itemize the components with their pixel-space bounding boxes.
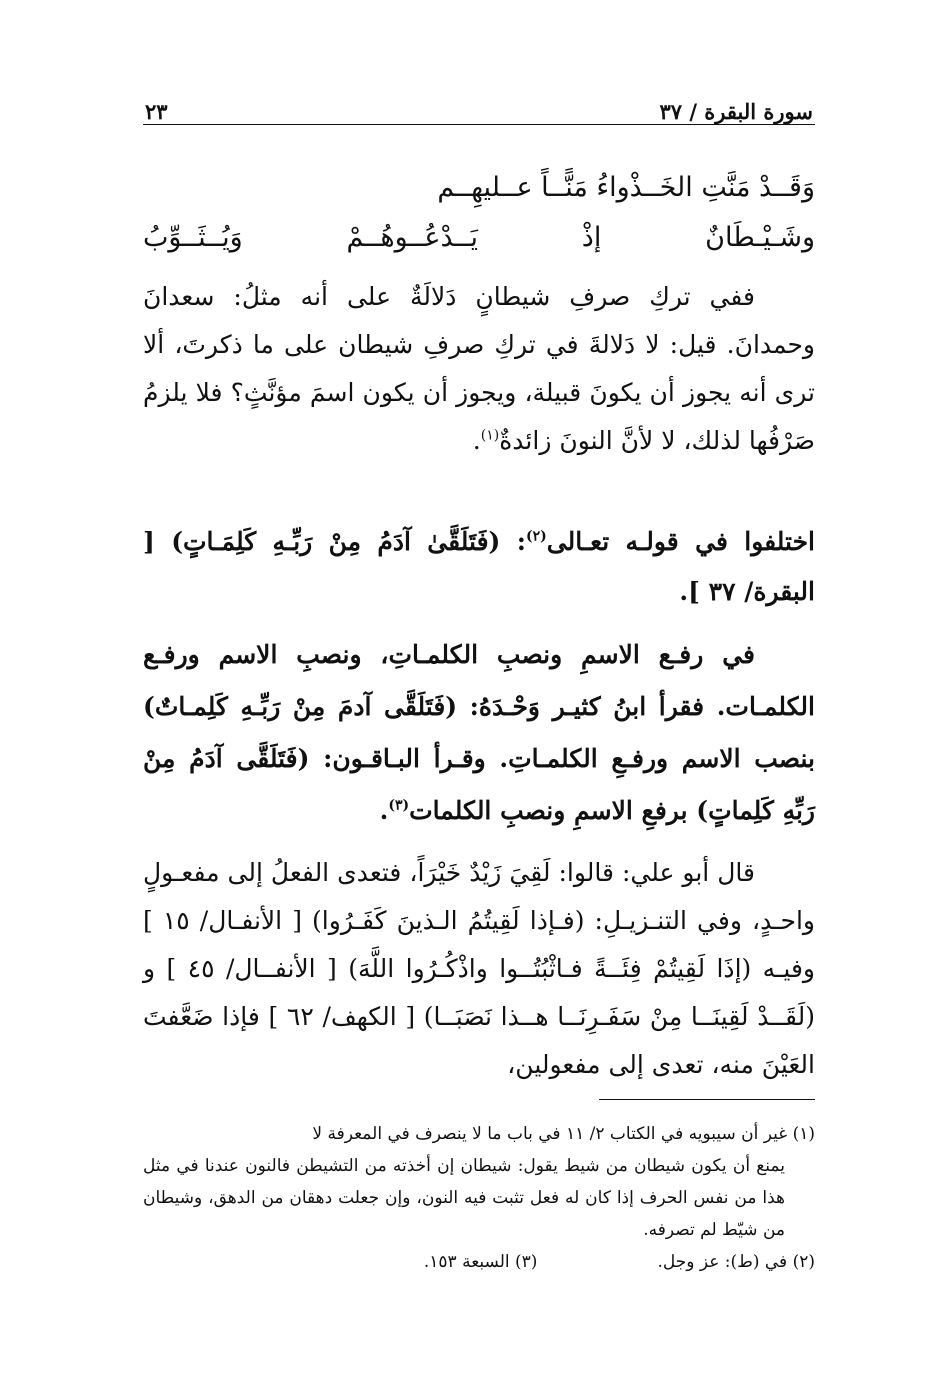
poem-line-1: وَقَــدْ مَنَّتِ الخَــذْواءُ مَنًّــاً عــليهِــم (437, 172, 815, 203)
footnote-ref-3[interactable]: (٣) (388, 797, 410, 814)
footnote-ref-1[interactable]: (١) (480, 427, 500, 444)
poem-line-2: وشَـيْـطَانٌ إذْ يَــدْعُــوهُــمْ وَيُــثَــوِّبُ (143, 222, 815, 253)
paragraph-3: قال أبو علي: قالوا: لَقِيَ زَيْدٌ خَيْرَاً، فتعدى الفعلُ إلى مفعـولٍ واحـدٍ، وفي التنـزيـلِ: (فـإذا لَقِيتُمُ الـذينَ كَفَـرُوا) [ الأنفـال/ ١٥ ] وفيـه (إذَا لَقِيتُمْ فِئَــةً فـاثْبُتُــوا واذْكُـرُوا اللَّهَ) [ الأنفــال/ ٤٥ ] و (لَقَــدْ لَقِينَــا مِنْ سَفَـرِنَــا هــذا نَصَبَــا) [ الكهف/ ٦٢ ] فإذا ضَعَّفتَ العَيْنَ منه، تعدى إلى مفعولين، (143, 858, 815, 1079)
footnote-1-continuation: يمنع أن يكون شيطان من شيط يقول: شيطان إن أخذته من التشيطن فالنون عندنا في مثل هذا من نفس الحرف إذا كان له فعل تثبت فيه النون، وإن جعلت دهقان من الدهق، وشيطان من شيّط لم تصرفه. (143, 1156, 785, 1240)
footnote-separator (599, 1099, 815, 1100)
paragraph-2-text: في رفـع الاسمِ ونصبِ الكلمـاتِ، ونصبِ الاسم ورفـع الكلمـات. فقرأ ابنُ كثيـر وَحْـدَهُ: (فَتَلَقَّى آدمَ مِنْ رَبِّـهِ كَلِمـاتٌ) بنصب الاسم ورفـعِ الكلمـاتِ. وقـرأ البـاقـون: (فَتَلَقَّى آدَمُ مِنْ رَبِّهِ كَلِماتٍ) برفعِ الاسمِ ونصبِ الكلمات (143, 640, 815, 825)
footnote-ref-2[interactable]: (٢) (525, 528, 547, 545)
footnotes-2-3-row (143, 1246, 815, 1278)
footnote-1-first-line: (١) غير أن سيبويه في الكتاب ٢/ ١١ في باب ما لا ينصرف في المعرفة لا (312, 1124, 815, 1144)
paragraph-2-end: . (379, 796, 389, 825)
section-heading (143, 517, 815, 617)
footnotes (143, 1118, 815, 1278)
paragraph-2 (143, 629, 815, 837)
running-title: سورة البقرة / ٣٧ (659, 99, 813, 124)
heading-text: اختلفوا في قولـه تعـالى (546, 527, 815, 556)
page-header (143, 90, 815, 125)
book-page (143, 90, 815, 1278)
page-number: ٢٣ (145, 99, 168, 124)
paragraph-1-text: ففي تركِ صرفِ شيطانٍ دَلالَةٌ على أنه مثلُ: سعدانَ وحمدانَ. قيل: لا دَلالةَ في تركِ صرفِ شيطان على ما ذكرتَ، ألا ترى أنه يجوز أن يكونَ قبيلة، ويجوز أن يكون اسمَ مؤنَّثٍ؟ فلا يلزمُ صَرْفُها لذلك، لا لأنَّ النونَ زائدةٌ (143, 282, 815, 455)
footnote-1 (143, 1118, 815, 1246)
paragraph-1-end: . (472, 426, 481, 455)
heading-rest: : (فَتَلَقَّىٰ آدَمُ مِنْ رَبِّـهِ كَلِمَـاتٍ) [ البقرة/ ٣٧ ]. (143, 527, 815, 606)
footnote-3: (٣) السبعة ١٥٣. (423, 1252, 538, 1272)
poem-verse (143, 163, 815, 263)
paragraph-1 (143, 273, 815, 465)
footnote-2: (٢) في (ط): عز وجل. (657, 1252, 815, 1272)
